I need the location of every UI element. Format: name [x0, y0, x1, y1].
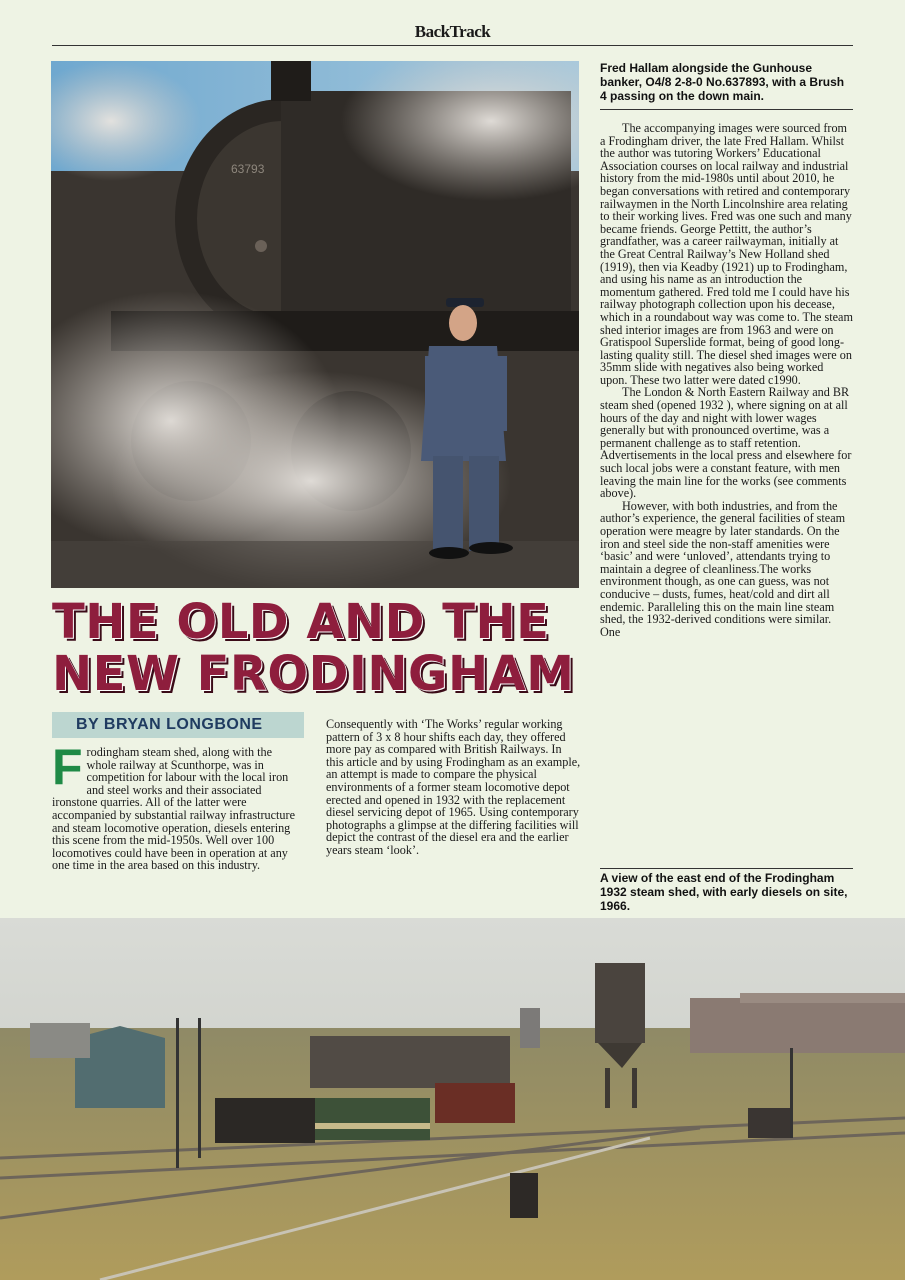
article-column-2	[326, 718, 581, 857]
column-3-paragraph-1: The accompanying images were sourced from a Frodingham driver, the late Fred Hallam. Whilst the author was tutoring Workers’ Educational Association courses on local railway and industrial history from the mid-1980s until about 2010, he began conversations with retired and contemporary railwaymen in the North Lincolnshire area relating to their working lives. Fred was one such and many became friends. George Pettitt, the author’s grandfather, was a career railwayman, initially at the Great Central Railway’s New Holland shed (1919), then via Keadby (1921) up to Frodingham, and using his name as an introduction the momentum gathered. Fred told me I could have his railway photograph collection upon his decease, which in a roundabout way was come to. The steam shed interior images are from 1963 and were on Gratispool Superslide format, being of good long-lasting quality still. The diesel shed images were on 35mm slide with negatives also being worked upon. These two latter were dated c1990.	[600, 121, 853, 387]
column-2-text: Consequently with ‘The Works’ regular working pattern of 3 x 8 hour shifts each day, they offered more pay as compared with British Railways. In this article and by using Frodingham as an example, an attempt is made to compare the physical environments of a former steam locomotive depot erected and opened in 1932 with the replacement diesel servicing depot of 1965. Using contemporary photographs a glimpse at the differing facilities will depict the contrast of the diesel era and the earlier years steam ‘look’.	[326, 717, 581, 857]
article-column-3	[600, 122, 853, 638]
title-line-2: NEW FRODINGHAM	[52, 646, 575, 702]
byline: BY BRYAN LONGBONE	[52, 712, 304, 738]
article-title	[52, 596, 582, 700]
page-header	[52, 22, 853, 46]
drop-cap: F	[52, 739, 83, 795]
engine-number-plate: 63793	[231, 162, 265, 176]
steam-loco-shape	[215, 1098, 315, 1143]
column-3-paragraph-2: The London & North Eastern Railway and BR steam shed (opened 1932 ), where signing on at all hours of the day and night with lower wages generally but with pronounced overtime, was a permanent challenge as to staff retention. Advertisements in the local press and elsewhere for such local jobs were a constant feature, with men leaving the main line for the works (see comments above).	[600, 385, 852, 501]
steam-locomotive-photo	[51, 61, 579, 588]
article-column-1	[52, 739, 304, 873]
column-1-text: rodingham steam shed, along with the whole railway at Scunthorpe, was in competition for labour with the local iron and steel works and their associated ironstone quarries. All of the latter were accompanied by substantial railway infrastructure and steam locomotive operation, diesels entering this scene from the mid-1950s. Well over 100 locomotives could have been in operation at any one time in the area based on this industry.	[52, 745, 295, 873]
magazine-logo: BackTrack	[414, 22, 491, 41]
top-photo-caption: Fred Hallam alongside the Gunhouse banker, O4/8 2-8-0 No.637893, with a Brush 4 passing on the down main.	[600, 61, 853, 110]
column-3-paragraph-3: However, with both industries, and from the author’s experience, the general facilities of steam operation were meagre by later standards. On the iron and steel side the non-staff amenities were ‘basic’ and were ‘unloved’, attendants trying to maintain a degree of cleanliness.The works environment though, as one can guess, was not conducive – dusts, fumes, heat/cold and dirt all endemic. Paralleling this on the main line steam shed, the 1932-derived conditions were similar. One	[600, 498, 846, 639]
bottom-photo-caption: A view of the east end of the Frodingham 1932 steam shed, with early diesels on site, 1966.	[600, 868, 853, 913]
shed-panorama-photo	[0, 918, 905, 1280]
title-line-1: THE OLD AND THE	[52, 594, 550, 650]
